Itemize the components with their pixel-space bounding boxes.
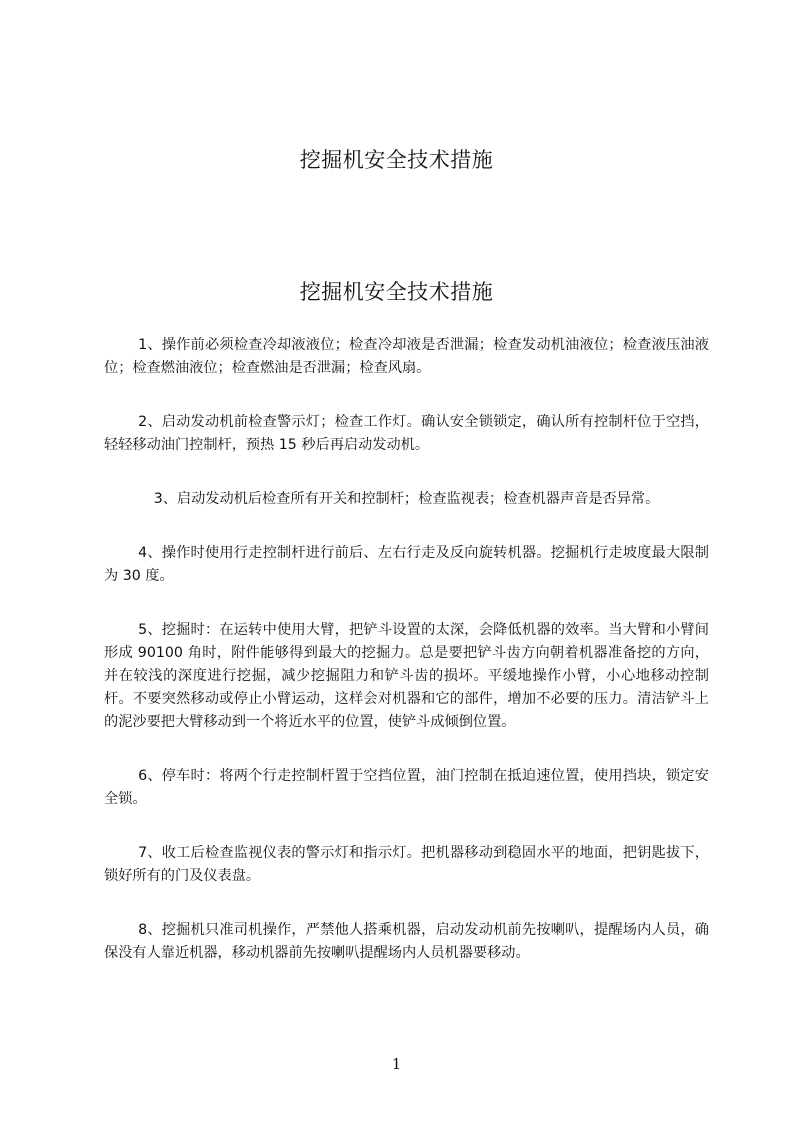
- page-number: 1: [391, 1055, 402, 1073]
- cover-title: 挖掘机安全技术措施: [299, 148, 494, 172]
- paragraph-8: 8、挖掘机只准司机操作，严禁他人搭乘机器，启动发动机前先按喇叭，提醒场内人员，确保没有人靠近机器，移动机器前先按喇叭提醒场内人员机器要移动。: [104, 922, 709, 961]
- paragraph-1: 1、操作前必须检查冷却液液位；检查冷却液是否泄漏；检查发动机油液位；检查液压油液位；检查燃油液位；检查燃油是否泄漏；检查风扇。: [104, 337, 709, 376]
- paragraph-7: 7、收工后检查监视仪表的警示灯和指示灯。把机器移动到稳固水平的地面，把钥匙拔下，锁好所有的门及仪表盘。: [104, 845, 709, 884]
- paragraph-4: 4、操作时使用行走控制杆进行前后、左右行走及反向旋转机器。挖掘机行走坡度最大限制为 30 度。: [104, 545, 709, 584]
- document-body: [104, 334, 709, 996]
- page-heading: 挖掘机安全技术措施: [299, 280, 494, 304]
- paragraph-6: 6、停车时：将两个行走控制杆置于空挡位置，油门控制在抵迫速位置，使用挡块，锁定安全锁。: [104, 768, 709, 807]
- paragraph-3: 3、启动发动机后检查所有开关和控制杆；检查监视表；检查机器声音是否异常。: [153, 491, 660, 507]
- paragraph-5: 5、挖掘时：在运转中使用大臂，把铲斗设置的太深，会降低机器的效率。当大臂和小臂间形成 90100 角时，附件能够得到最大的挖掘力。总是要把铲斗齿方向朝着机器准备挖的方向，并在较浅的深度进行挖掘，减少挖掘阻力和铲斗齿的损坏。平缓地操作小臂，小心地移动控制杆。不要突然移动或停止小臂运动，这样会对机器和它的部件，增加不必要的压力。清洁铲斗上的泥沙要把大臂移动到一个将近水平的位置，使铲斗成倾倒位置。: [104, 622, 709, 730]
- paragraph-2: 2、启动发动机前检查警示灯；检查工作灯。确认安全锁锁定，确认所有控制杆位于空挡，轻轻移动油门控制杆，预热 15 秒后再启动发动机。: [104, 414, 709, 453]
